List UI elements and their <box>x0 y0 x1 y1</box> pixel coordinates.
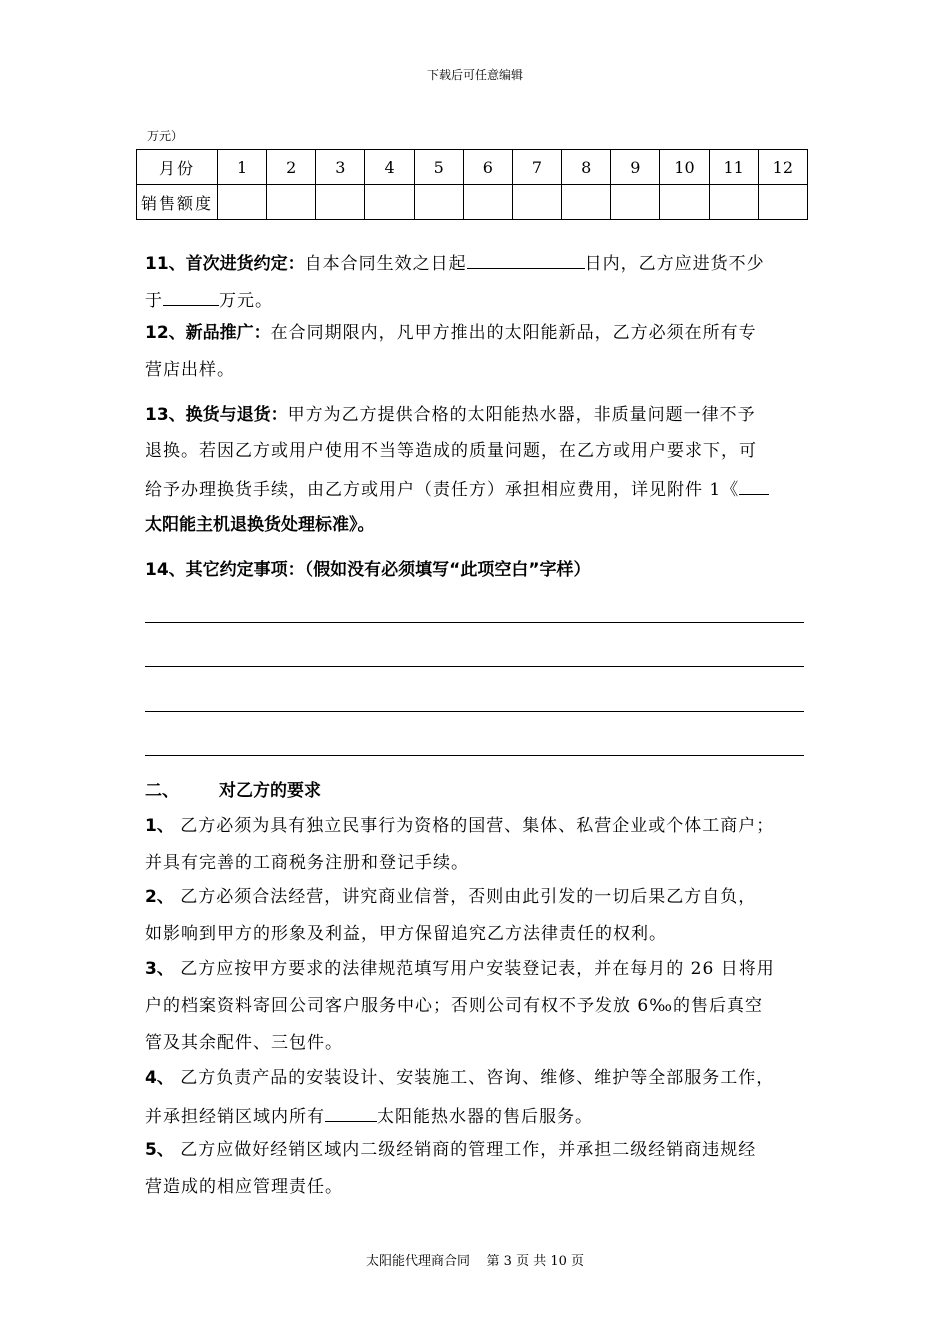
month-cell: 5 <box>414 150 463 185</box>
page-footer <box>0 1250 950 1269</box>
sales-cell[interactable] <box>758 185 807 220</box>
month-cell: 3 <box>316 150 365 185</box>
fill-in-line[interactable] <box>145 666 804 667</box>
fill-in-line[interactable] <box>145 622 804 623</box>
month-cell: 9 <box>611 150 660 185</box>
sales-cell[interactable] <box>611 185 660 220</box>
clause-12-line-2: 营店出样。 <box>145 360 235 380</box>
fill-in-line[interactable] <box>145 711 804 712</box>
item-4-line-2: 并承担经销区域内所有 太阳能热水器的售后服务。 <box>145 1107 593 1127</box>
item-1-line-1: 1、 乙方必须为具有独立民事行为资格的国营、集体、私营企业或个体工商户； <box>145 816 775 836</box>
sales-cell[interactable] <box>365 185 414 220</box>
sales-cell[interactable] <box>709 185 758 220</box>
clause-12-title: 12、新品推广： <box>145 323 271 343</box>
clause-14-title: 14、其它约定事项：（假如没有必须填写“此项空白”字样） <box>145 560 591 580</box>
clause-13-line-1: 13、换货与退货：甲方为乙方提供合格的太阳能热水器，非质量问题一律不予 <box>145 405 756 425</box>
month-cell: 4 <box>365 150 414 185</box>
month-cell: 2 <box>267 150 316 185</box>
sales-cell[interactable] <box>562 185 611 220</box>
sales-cell[interactable] <box>512 185 561 220</box>
sales-row-label: 销售额度 <box>137 185 218 220</box>
section-2-heading <box>145 781 321 801</box>
item-3-line-3: 管及其余配件、三包件。 <box>145 1033 343 1053</box>
fill-in-line[interactable] <box>145 755 804 756</box>
item-2-line-2: 如影响到甲方的形象及利益，甲方保留追究乙方法律责任的权利。 <box>145 924 667 944</box>
section-2-title: 对乙方的要求 <box>219 781 321 801</box>
item-3-line-1: 3、 乙方应按甲方要求的法律规范填写用户安装登记表，并在每月的 26 日将用 <box>145 959 775 979</box>
clause-12-line-1: 12、新品推广：在合同期限内，凡甲方推出的太阳能新品，乙方必须在所有专 <box>145 323 757 343</box>
sales-cell[interactable] <box>218 185 267 220</box>
sales-cell[interactable] <box>414 185 463 220</box>
days-blank[interactable] <box>467 252 585 269</box>
month-cell: 6 <box>463 150 512 185</box>
sales-cell[interactable] <box>463 185 512 220</box>
item-2-line-1: 2、 乙方必须合法经营，讲究商业信誉，否则由此引发的一切后果乙方自负， <box>145 887 757 907</box>
clause-13-line-3: 给予办理换货手续，由乙方或用户（责任方）承担相应费用，详见附件 1《 <box>145 478 769 500</box>
month-cell: 11 <box>709 150 758 185</box>
footer-doc-title: 太阳能代理商合同 <box>365 1254 470 1269</box>
clause-11-line-1: 11、首次进货约定：自本合同生效之日起 日内，乙方应进货不少 <box>145 254 765 274</box>
month-cell: 8 <box>562 150 611 185</box>
brand-blank[interactable] <box>325 1105 377 1122</box>
clause-13-line-4: 太阳能主机退换货处理标准》。 <box>145 515 375 535</box>
month-cell: 12 <box>758 150 807 185</box>
item-5-line-2: 营造成的相应管理责任。 <box>145 1177 343 1197</box>
sales-cell[interactable] <box>316 185 365 220</box>
clause-13-line-2: 退换。若因乙方或用户使用不当等造成的质量问题，在乙方或用户要求下，可 <box>145 441 757 461</box>
month-row <box>137 150 808 185</box>
month-row-label: 月份 <box>137 150 218 185</box>
attachment-brand-blank[interactable] <box>739 478 769 495</box>
clause-13-title: 13、换货与退货： <box>145 405 288 425</box>
clause-11-title: 11、首次进货约定： <box>145 254 305 274</box>
footer-page-number: 第 3 页 共 10 页 <box>486 1254 585 1269</box>
sales-row <box>137 185 808 220</box>
item-1-line-2: 并具有完善的工商税务注册和登记手续。 <box>145 853 469 873</box>
item-4-line-1: 4、 乙方负责产品的安装设计、安装施工、咨询、维修、维护等全部服务工作， <box>145 1068 775 1088</box>
month-cell: 7 <box>512 150 561 185</box>
sales-cell[interactable] <box>267 185 316 220</box>
monthly-sales-table <box>136 149 808 220</box>
page-header: 下载后可任意编辑 <box>426 68 523 82</box>
sales-cell[interactable] <box>660 185 709 220</box>
item-3-line-2: 户的档案资料寄回公司客户服务中心；否则公司有权不予发放 6‰的售后真空 <box>145 996 764 1016</box>
month-cell: 10 <box>660 150 709 185</box>
amount-blank[interactable] <box>163 289 219 306</box>
month-cell: 1 <box>218 150 267 185</box>
item-5-line-1: 5、 乙方应做好经销区域内二级经销商的管理工作，并承担二级经销商违规经 <box>145 1140 757 1160</box>
table-unit-caption: 万元） <box>147 129 184 143</box>
section-2-number: 二、 <box>145 781 179 801</box>
clause-11-line-2: 于 万元。 <box>145 291 273 311</box>
